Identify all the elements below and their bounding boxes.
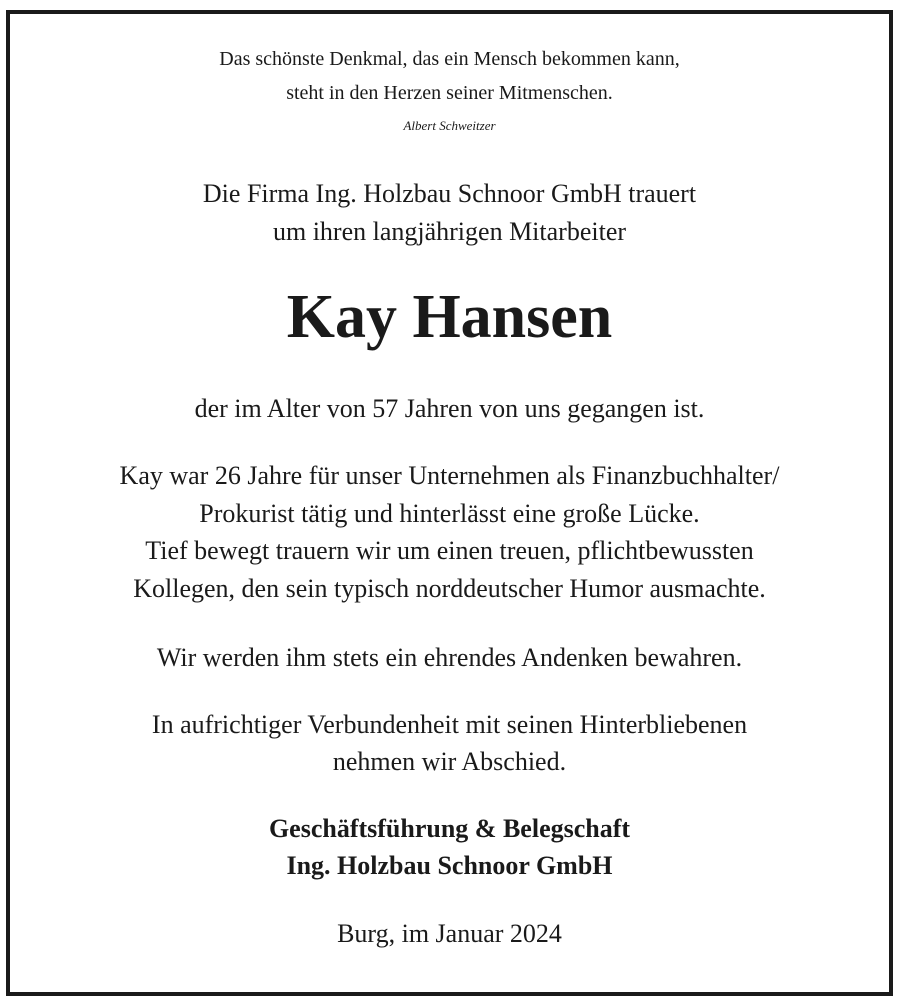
quote-author: Albert Schweitzer [403,118,496,133]
signature-line-2: Ing. Holzbau Schnoor GmbH [286,851,613,880]
deceased-name: Kay Hansen [286,283,613,351]
tribute-line-3: Tief bewegt trauern wir um einen treuen, pflichtbewussten [145,536,754,565]
intro-line-1: Die Firma Ing. Holzbau Schnoor GmbH trauert [202,179,697,208]
quote-line-1: Das schönste Denkmal, das ein Mensch bekommen kann, [219,48,680,70]
tribute-line-1: Kay war 26 Jahre für unser Unternehmen als Finanzbuchhalter/ [119,461,780,490]
tribute-line-4: Kollegen, den sein typisch norddeutscher Humor ausmachte. [133,574,766,603]
farewell-line-1: In aufrichtiger Verbundenheit mit seinen Hinterbliebenen [151,710,748,739]
signature-line-1: Geschäftsführung & Belegschaft [268,814,631,843]
remembrance-line: Wir werden ihm stets ein ehrendes Andenken bewahren. [156,643,743,672]
intro-line-2: um ihren langjährigen Mitarbeiter [272,217,627,246]
farewell-line-2: nehmen wir Abschied. [332,747,567,776]
place-date: Burg, im Januar 2024 [337,919,562,948]
tribute-line-2: Prokurist tätig und hinterlässt eine große Lücke. [199,499,700,528]
obituary-notice [6,10,893,996]
quote-line-2: steht in den Herzen seiner Mitmenschen. [286,82,613,104]
age-line: der im Alter von 57 Jahren von uns gegangen ist. [194,394,705,423]
